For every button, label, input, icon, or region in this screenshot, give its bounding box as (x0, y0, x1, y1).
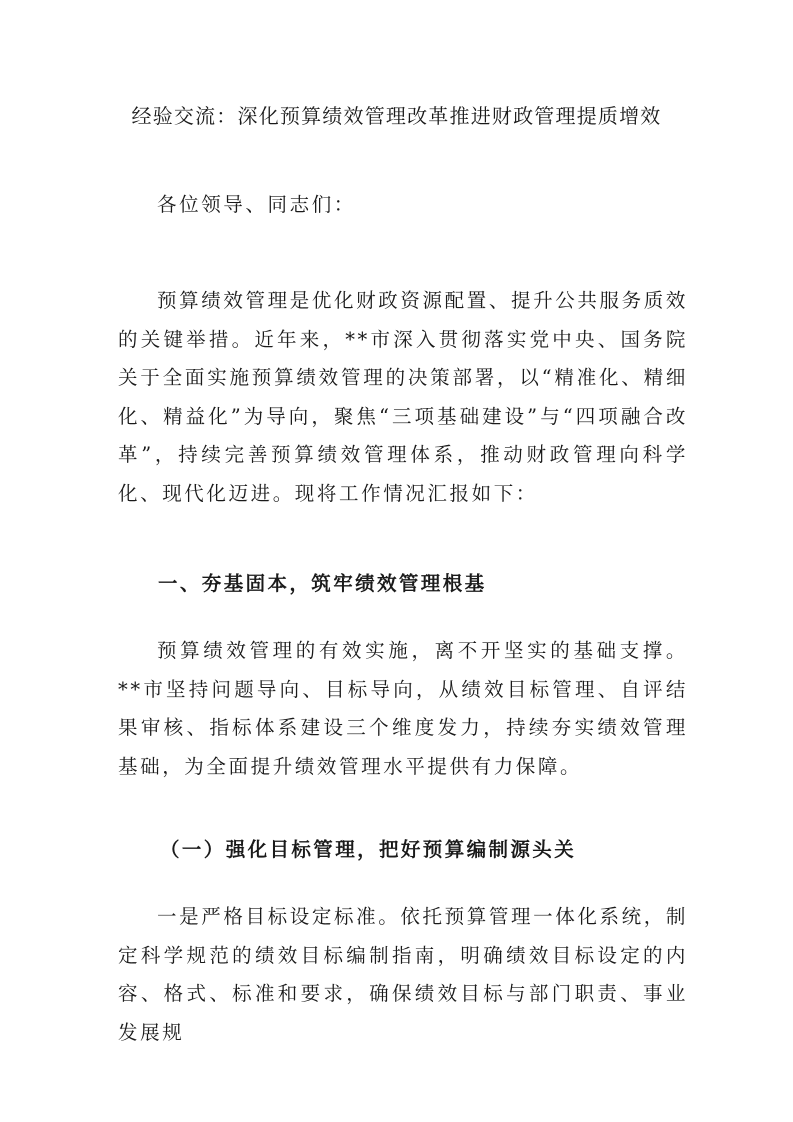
document-title: 经验交流：深化预算绩效管理改革推进财政管理提质增效 (131, 104, 662, 128)
paragraph-subsection-1: 一是严格目标设定标准。依托预算管理一体化系统，制定科学规范的绩效目标编制指南，明确绩效目标设定的内容、格式、标准和要求，确保绩效目标与部门职责、事业发展规 (118, 905, 688, 1044)
salutation: 各位领导、同志们： (157, 193, 356, 216)
section-heading-1: 一、夯基固本，筑牢绩效管理根基 (158, 572, 487, 595)
paragraph-section-1: 预算绩效管理的有效实施，离不开坚实的基础支撑。**市坚持问题导向、目标导向，从绩效目标管理、自评结果审核、指标体系建设三个维度发力，持续夯实绩效管理基础，为全面提升绩效管理水平提供有力保障。 (118, 639, 688, 778)
subsection-heading-1: （一）强化目标管理，把好预算编制源头关 (160, 838, 577, 861)
paragraph-intro: 预算绩效管理是优化财政资源配置、提升公共服务质效的关键举措。近年来，**市深入贯彻落实党中央、国务院关于全面实施预算绩效管理的决策部署，以“精准化、精细化、精益化”为导向，聚焦“三项基础建设”与“四项融合改革”，持续完善预算绩效管理体系，推动财政管理向科学化、现代化迈进。现将工作情况汇报如下： (118, 289, 688, 505)
